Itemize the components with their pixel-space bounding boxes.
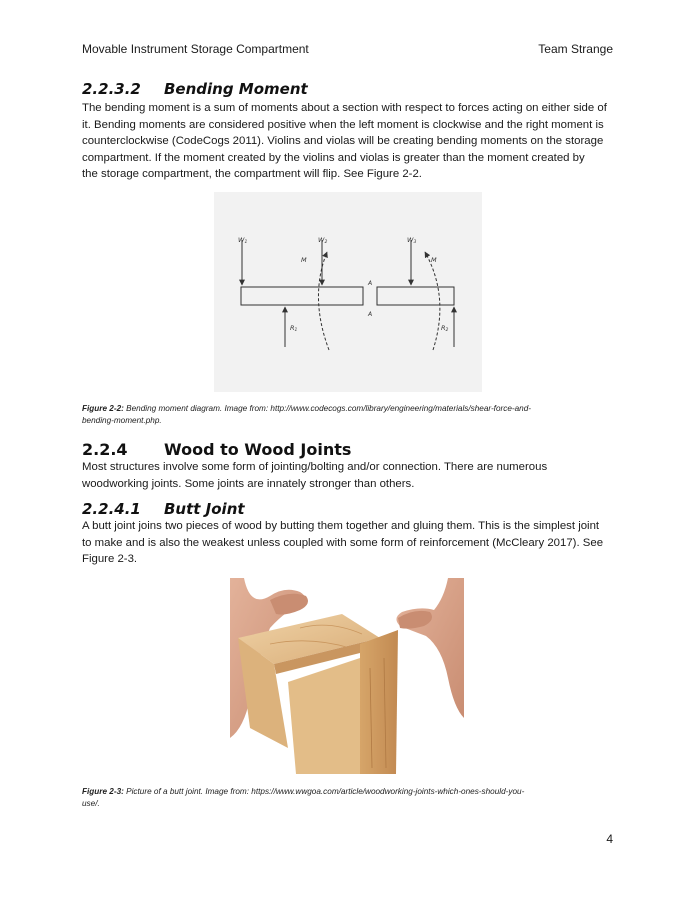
label-w3: W3 (407, 236, 417, 245)
section-number: 2.2.4 (82, 440, 128, 459)
text-line: Figure 2-3. (82, 553, 138, 566)
paragraph-butt-joint (82, 518, 618, 568)
text-line: the storage compartment, the compartment will flip. See Figure 2-2. (82, 168, 422, 181)
figure-caption-2-2 (82, 403, 618, 427)
label-r1: R1 (290, 324, 298, 333)
label-a-bottom: A (368, 311, 373, 318)
butt-joint-photo (230, 578, 464, 774)
label-w2: W2 (318, 236, 328, 245)
bending-moment-diagram (214, 192, 482, 392)
right-hand (396, 578, 464, 718)
running-header-title: Movable Instrument Storage Compartment (82, 42, 309, 56)
text-line: it. Bending moments are considered positive when the left moment is clockwise and the right moment is (82, 118, 604, 131)
label-w1: W1 (238, 236, 248, 245)
vertical-board-face (288, 658, 360, 774)
vertical-board (360, 630, 398, 774)
paragraph-wood-joints (82, 459, 618, 492)
paragraph-bending-moment (82, 100, 618, 183)
figure-caption-2-3 (82, 786, 618, 810)
section-heading-bending-moment (82, 80, 308, 98)
text-line: The bending moment is a sum of moments about a section with respect to forces acting on either side of (82, 102, 607, 114)
text-line: compartment. If the moment created by the violins and violas is greater than the moment created by (82, 151, 585, 164)
caption-text: Bending moment diagram. Image from: http://www.codecogs.com/library/engineering/materials/shear-force-and- (126, 404, 532, 413)
caption-label: Figure 2-2: (82, 404, 124, 413)
caption-text: bending-moment.php. (82, 416, 162, 425)
caption-text: Picture of a butt joint. Image from: https://www.wwgoa.com/article/woodworking-joints-which-ones-should-you- (126, 787, 525, 796)
running-header-team: Team Strange (538, 42, 613, 56)
section-heading-wood-joints (82, 440, 351, 459)
text-line: woodworking joints. Some joints are innately stronger than others. (82, 477, 415, 490)
section-title: Butt Joint (164, 500, 245, 518)
section-number: 2.2.3.2 (82, 80, 141, 98)
text-line: to make and is also the weakest unless coupled with some form of reinforcement (McCleary 2017). See (82, 536, 604, 549)
page-number: 4 (606, 832, 613, 846)
text-line: counterclockwise (CodeCogs 2011). Violins and violas will be creating bending moments on the storage (82, 135, 604, 148)
beam-left (241, 287, 363, 305)
section-title: Wood to Wood Joints (164, 440, 352, 459)
text-line: A butt joint joins two pieces of wood by butting them together and gluing them. This is the simplest joint (82, 520, 600, 532)
label-a-top: A (368, 280, 373, 287)
beam-right (377, 287, 454, 305)
label-m-right: M (431, 256, 437, 264)
section-title: Bending Moment (164, 80, 308, 98)
section-heading-butt-joint (82, 500, 245, 518)
label-m-left: M (301, 256, 307, 264)
caption-label: Figure 2-3: (82, 787, 124, 796)
caption-text: use/. (82, 799, 100, 808)
text-line: Most structures involve some form of jointing/bolting and/or connection. There are numerous (82, 461, 548, 473)
section-number: 2.2.4.1 (82, 500, 141, 518)
label-r2: R2 (441, 324, 449, 333)
